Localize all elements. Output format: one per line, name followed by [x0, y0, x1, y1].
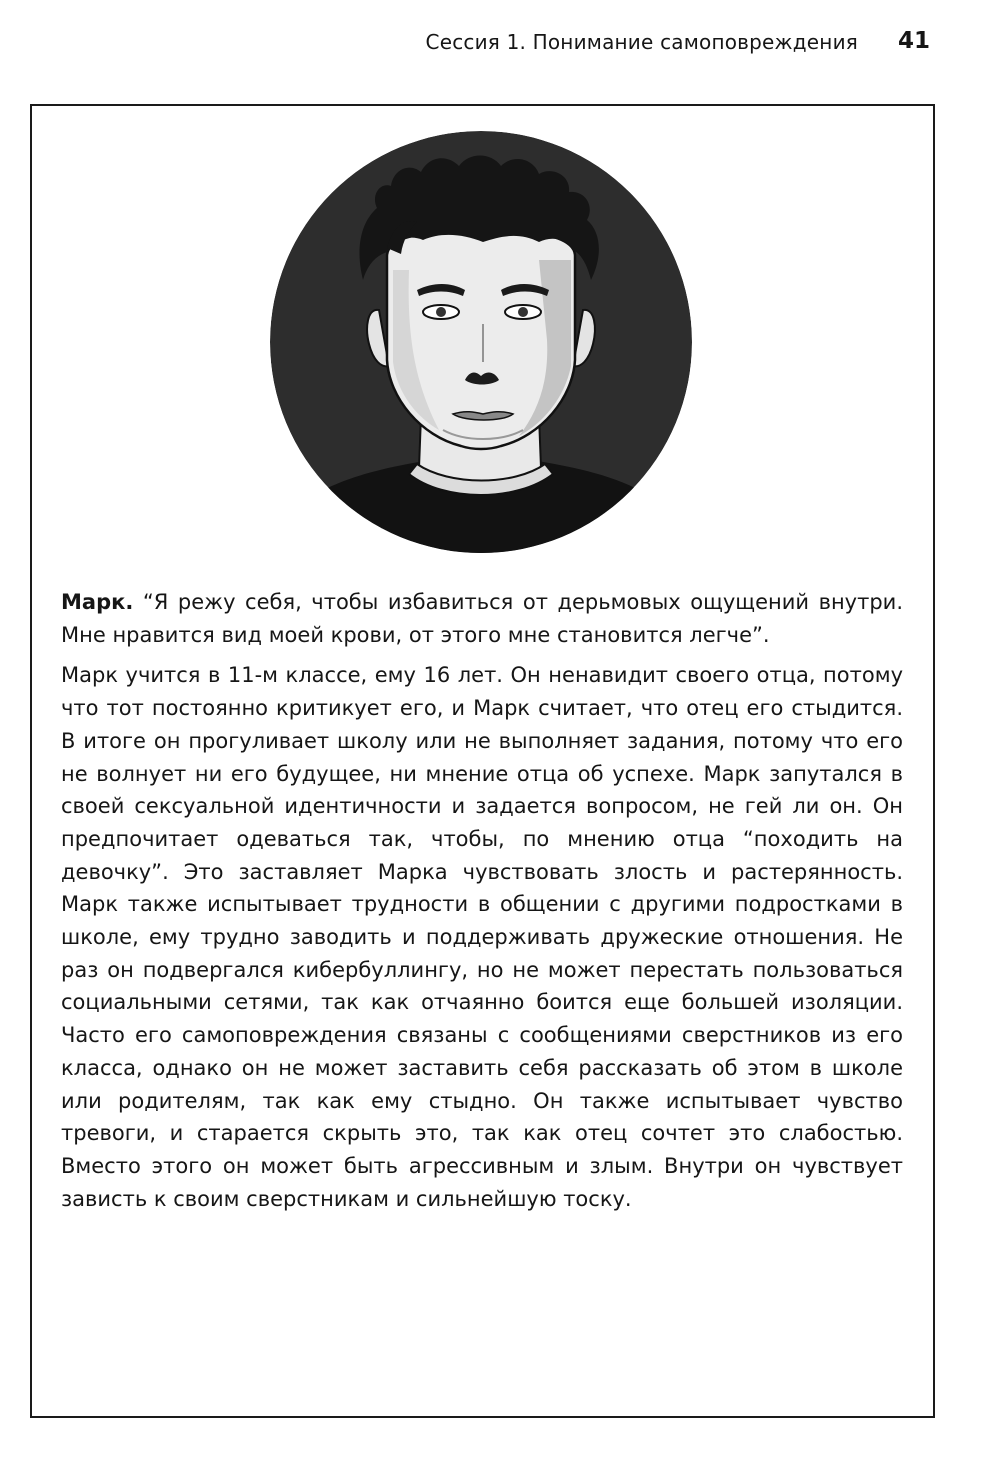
quote-paragraph: [61, 586, 903, 651]
quote-text: “Я режу себя, чтобы избавиться от дерьмовых ощущений внутри. Мне нравится вид моей крови, от этого мне становится легче”.: [61, 590, 903, 647]
case-description: [61, 586, 903, 1215]
page-number: 41: [897, 28, 930, 54]
case-paragraph: Марк учится в 11-м классе, ему 16 лет. Он ненавидит своего отца, потому что тот постоянно критикует его, и Марк считает, что отец его стыдится. В итоге он прогуливает школу или не выполняет задания, потому что его не волнует ни его будущее, ни мнение отца об успехе. Марк запутался в своей сексуальной идентичности и задается вопросом, не гей ли он. Он предпочитает одеваться так, чтобы, по мнению отца “походить на девочку”. Это заставляет Марка чувствовать злость и растерянность. Марк также испытывает трудности в общении с другими подростками в школе, ему трудно заводить и поддерживать дружеские отношения. Не раз он подвергался кибербуллингу, но не может перестать пользоваться социальными сетями, так как отчаянно боится еще большей изоляции. Часто его самоповреждения связаны с сообщениями сверстников из его класса, однако он не может заставить себя рассказать об этом в школе или родителям, так как ему стыдно. Он также испытывает чувство тревоги, и старается скрыть это, так как отец сочтет это слабостью. Вместо этого он может быть агрессивным и злым. Внутри он чувствует зависть к своим сверстникам и сильнейшую тоску.: [61, 663, 903, 1211]
case-box: [30, 104, 935, 1418]
running-header: [0, 28, 1000, 60]
running-title: Сессия 1. Понимание самоповреждения: [425, 30, 858, 54]
speaker-name: Марк.: [61, 590, 134, 614]
boy-portrait-illustration: [269, 130, 693, 554]
